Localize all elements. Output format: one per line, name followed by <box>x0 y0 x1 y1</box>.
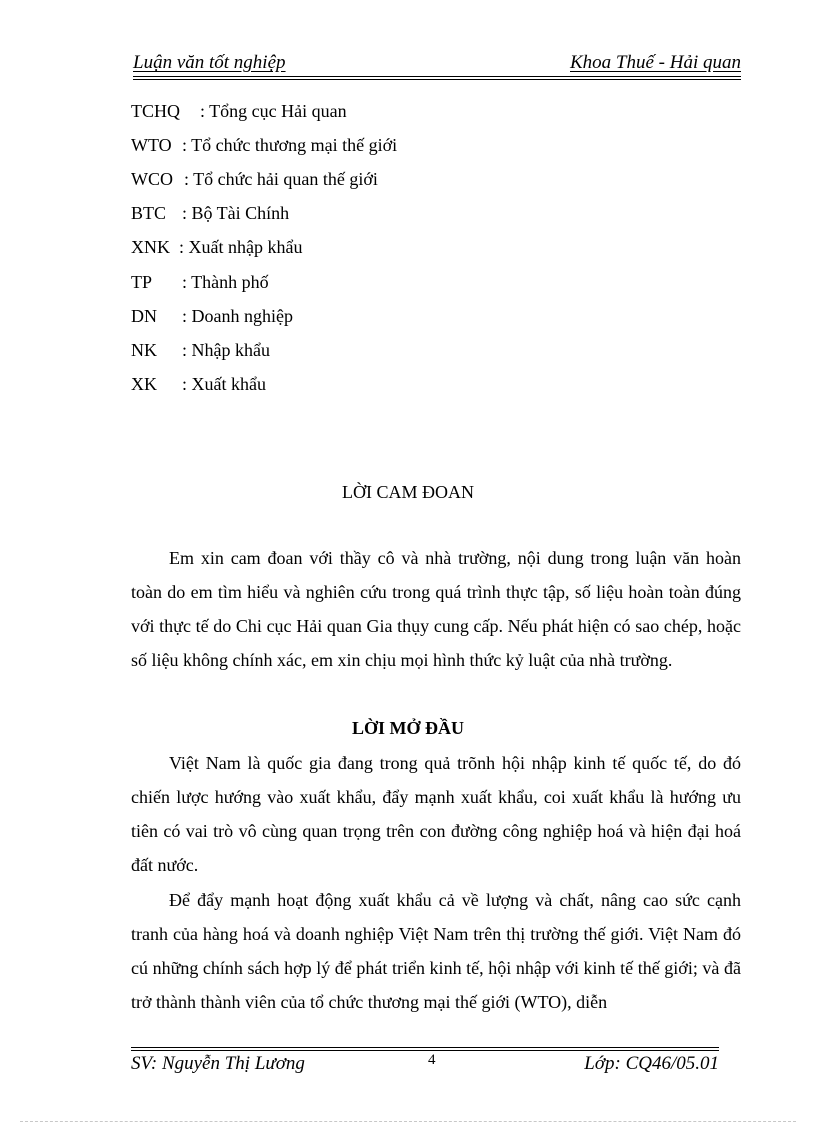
header-rule <box>133 76 741 77</box>
header-rule-secondary <box>133 79 741 80</box>
introduction-paragraph-2: Để đẩy mạnh hoạt động xuất khẩu cả về lượng và chất, nâng cao sức cạnh tranh của hàng hoá và doanh nghiệp Việt Nam trên thị trường thế giới. Việt Nam đó cú những chính sách hợp lý để phát triển kinh tế, hội nhập với kinh tế thế giới; và đã trở thành thành viên của tổ chức thương mại thế giới (WTO), diễn <box>131 890 741 1012</box>
abbreviation-desc: : Nhập khẩu <box>182 340 270 360</box>
page-header <box>133 48 741 82</box>
abbreviation-row <box>131 169 531 195</box>
abbreviation-desc: : Doanh nghiệp <box>182 306 293 326</box>
introduction-title: LỜI MỞ ĐẦU <box>352 718 464 738</box>
commitment-paragraph: Em xin cam đoan với thầy cô và nhà trường, nội dung trong luận văn hoàn toàn do em tìm hiểu và nghiên cứu trong quá trình thực tập, số liệu hoàn toàn đúng với thực tế do Chi cục Hải quan Gia thụy cung cấp. Nếu phát hiện có sao chép, hoặc số liệu không chính xác, em xin chịu mọi hình thức kỷ luật của nhà trường. <box>131 548 741 670</box>
introduction-paragraph-1: Việt Nam là quốc gia đang trong quả trõnh hội nhập kinh tế quốc tế, do đó chiến lược hướng vào xuất khẩu, đẩy mạnh xuất khẩu, coi xuất khẩu là hướng ưu tiên có vai trò vô cùng quan trọng trên con đường công nghiệp hoá và hiện đại hoá đất nước. <box>131 753 741 875</box>
page-footer <box>131 1043 719 1083</box>
abbreviation-desc: : Tổng cục Hải quan <box>200 101 347 121</box>
abbreviation-desc: : Tổ chức hải quan thế giới <box>184 169 378 189</box>
abbreviation-desc: : Thành phố <box>182 272 269 292</box>
abbreviation-code: TP <box>131 272 153 292</box>
abbreviation-row <box>131 340 531 366</box>
abbreviation-row <box>131 374 531 400</box>
header-thesis-label: Luận văn tốt nghiệp <box>133 52 286 73</box>
abbreviation-desc: : Xuất nhập khẩu <box>179 237 303 257</box>
abbreviation-row <box>131 237 531 263</box>
abbreviation-desc: : Xuất khẩu <box>182 374 266 394</box>
page-break-divider <box>20 1121 796 1122</box>
footer-student-name: SV: Nguyễn Thị Lương <box>131 1053 305 1074</box>
abbreviation-code: WTO <box>131 135 172 155</box>
abbreviation-desc: : Bộ Tài Chính <box>182 203 290 223</box>
abbreviation-code: XK <box>131 374 157 394</box>
footer-rule-secondary <box>131 1050 719 1051</box>
abbreviation-desc: : Tổ chức thương mại thế giới <box>182 135 398 155</box>
abbreviation-row <box>131 272 531 298</box>
commitment-title: LỜI CAM ĐOAN <box>342 482 474 502</box>
abbreviation-row <box>131 203 531 229</box>
abbreviation-row <box>131 135 531 161</box>
abbreviation-code: NK <box>131 340 157 360</box>
page-number: 4 <box>428 1052 436 1068</box>
abbreviation-code: BTC <box>131 203 167 223</box>
abbreviation-row <box>131 101 531 127</box>
abbreviation-code: DN <box>131 306 157 326</box>
header-faculty-label: Khoa Thuế - Hải quan <box>570 52 741 73</box>
abbreviation-code: XNK <box>131 237 170 257</box>
abbreviation-row <box>131 306 531 332</box>
footer-rule <box>131 1047 719 1048</box>
abbreviation-code: WCO <box>131 169 173 189</box>
abbreviation-code: TCHQ <box>131 101 180 121</box>
footer-class-code: Lớp: CQ46/05.01 <box>584 1053 719 1074</box>
